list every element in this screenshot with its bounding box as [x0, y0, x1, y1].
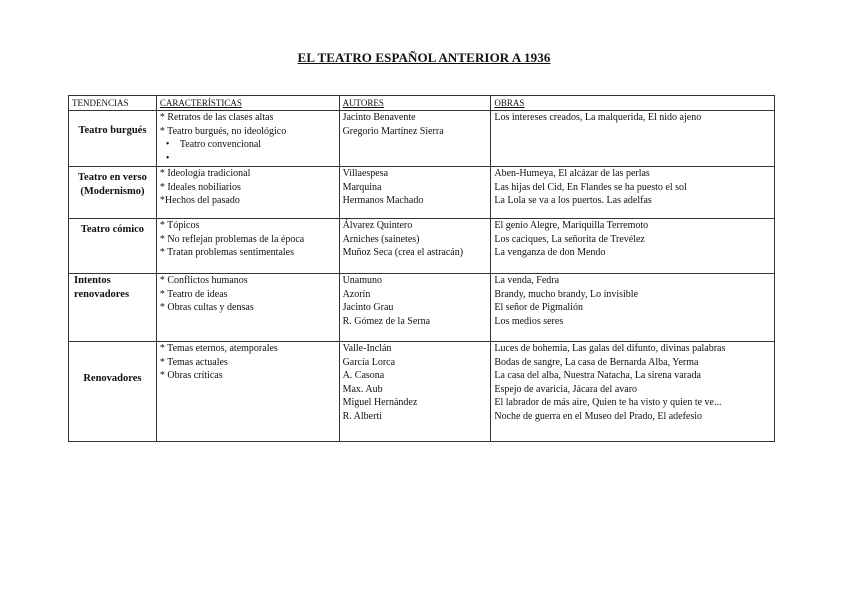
autor-item: Jacinto Benavente — [342, 112, 416, 123]
obra-item: El labrador de más aire, Quien te ha visto y quien te ve... — [494, 397, 722, 408]
bullet-icon: • — [165, 139, 170, 150]
autor-item: Unamuno — [342, 275, 383, 286]
caracteristica-item: * Tópicos — [159, 220, 200, 231]
obra-item: Noche de guerra en el Museo del Prado, El adefesio — [494, 410, 703, 422]
caracteristica-item: * Teatro burgués, no ideológico — [159, 125, 287, 137]
obra-item: Bodas de sangre, La casa de Bernarda Alba, Yerma — [494, 356, 699, 368]
obra-item: Los intereses creados, La malquerida, El nido ajeno — [494, 112, 702, 123]
bullet-list-item — [160, 138, 336, 152]
autor-item: Álvarez Quintero — [342, 220, 413, 231]
caracteristica-item: * Temas actuales — [159, 356, 228, 368]
obra-item: El señor de Pigmalión — [494, 302, 583, 313]
autor-item: R. Gómez de la Serna — [342, 315, 431, 327]
autor-item: Marquina — [342, 181, 382, 193]
obra-item: Luces de bohemia, Las galas del difunto, divinas palabras — [494, 343, 726, 354]
caracteristicas-cell — [156, 167, 339, 219]
obra-item: Las hijas del Cid, En Flandes se ha puesto el sol — [494, 181, 687, 193]
table-row — [69, 342, 775, 442]
tendencia-label: (Modernismo) — [80, 185, 145, 197]
autor-item: Villaespesa — [342, 168, 389, 179]
tendencia-label: renovadores — [74, 288, 130, 300]
autor-item: Valle-Inclán — [342, 343, 392, 354]
caracteristicas-cell — [156, 219, 339, 274]
obras-cell — [491, 219, 775, 274]
caracteristica-item: * Ideales nobiliarios — [159, 181, 241, 193]
autor-item: Miguel Hernández — [342, 397, 418, 408]
tendencia-label: Intentos — [74, 275, 111, 286]
obra-item: Los caciques, La señorita de Trevélez — [494, 233, 645, 245]
obras-cell — [491, 111, 775, 167]
header-autores: AUTORES — [339, 96, 491, 111]
header-caracteristicas: CARACTERÍSTICAS — [156, 96, 339, 111]
theatre-table — [68, 95, 775, 442]
tendencia-cell — [69, 274, 157, 342]
tendencia-label: Teatro en verso — [78, 172, 147, 183]
tendencia-cell — [69, 342, 157, 442]
caracteristicas-cell — [156, 111, 339, 167]
autor-item: Max. Aub — [342, 383, 383, 395]
caracteristica-item: * Conflictos humanos — [159, 275, 248, 286]
autores-cell — [339, 167, 491, 219]
header-obras: OBRAS — [491, 96, 775, 111]
caracteristicas-cell — [156, 274, 339, 342]
caracteristica-item: *Hechos del pasado — [159, 195, 240, 206]
bullet-text: Teatro convencional — [179, 139, 262, 150]
autor-item: Muñoz Seca (crea el astracán) — [342, 247, 464, 258]
caracteristica-item: * Tratan problemas sentimentales — [159, 247, 294, 258]
obra-item: La casa del alba, Nuestra Natacha, La sirena varada — [494, 370, 701, 381]
autores-cell — [339, 111, 491, 167]
autores-cell — [339, 342, 491, 442]
table-row — [69, 219, 775, 274]
caracteristica-item: * Temas eternos, atemporales — [159, 343, 278, 354]
obra-item: Espejo de avaricia, Jácara del avaro — [494, 383, 638, 395]
document-title: EL TEATRO ESPAÑOL ANTERIOR A 1936 — [297, 50, 551, 65]
autor-item: Hermanos Machado — [342, 195, 424, 206]
bullet-list-item — [160, 152, 336, 166]
bullet-icon: • — [165, 152, 170, 164]
table-row — [69, 167, 775, 219]
autores-cell — [339, 274, 491, 342]
autores-cell — [339, 219, 491, 274]
tendencia-cell — [69, 111, 157, 167]
table-header-row — [69, 96, 775, 111]
header-tendencias: TENDENCIAS — [69, 96, 157, 111]
obra-item: Aben-Humeya, El alcázar de las perlas — [494, 168, 650, 179]
caracteristica-item: * Obras cultas y densas — [159, 302, 254, 313]
tendencia-cell — [69, 167, 157, 219]
obras-cell — [491, 167, 775, 219]
table-row — [69, 111, 775, 167]
caracteristica-item: * Retratos de las clases altas — [159, 112, 274, 123]
obra-item: Los medios seres — [494, 315, 564, 327]
autor-item: A. Casona — [342, 370, 385, 381]
caracteristica-item: * Ideología tradicional — [159, 168, 251, 179]
obra-item: La Lola se va a los puertos. Las adelfas — [494, 195, 652, 206]
autor-item: Arniches (sainetes) — [342, 233, 420, 245]
caracteristica-item: * No reflejan problemas de la época — [159, 233, 305, 245]
caracteristicas-cell — [156, 342, 339, 442]
tendencia-label: Teatro cómico — [80, 224, 145, 235]
caracteristica-item: * Teatro de ideas — [159, 288, 228, 300]
tendencia-cell — [69, 219, 157, 274]
obras-cell — [491, 274, 775, 342]
tendencia-label: Teatro burgués — [78, 125, 147, 136]
table-row — [69, 274, 775, 342]
obra-item: La venda, Fedra — [494, 275, 560, 286]
obra-item: Brandy, mucho brandy, Lo invisible — [494, 288, 639, 300]
autor-item: R. Alberti — [342, 410, 383, 422]
autor-item: Azorín — [342, 288, 371, 300]
caracteristica-item: * Obras críticas — [159, 370, 223, 381]
autor-item: Gregorio Martínez Sierra — [342, 125, 444, 137]
obra-item: La venganza de don Mendo — [494, 247, 606, 258]
autor-item: García Lorca — [342, 356, 396, 368]
tendencia-label: Renovadores — [83, 372, 142, 384]
obra-item: El genio Alegre, Mariquilla Terremoto — [494, 220, 649, 231]
autor-item: Jacinto Grau — [342, 302, 394, 313]
obras-cell — [491, 342, 775, 442]
